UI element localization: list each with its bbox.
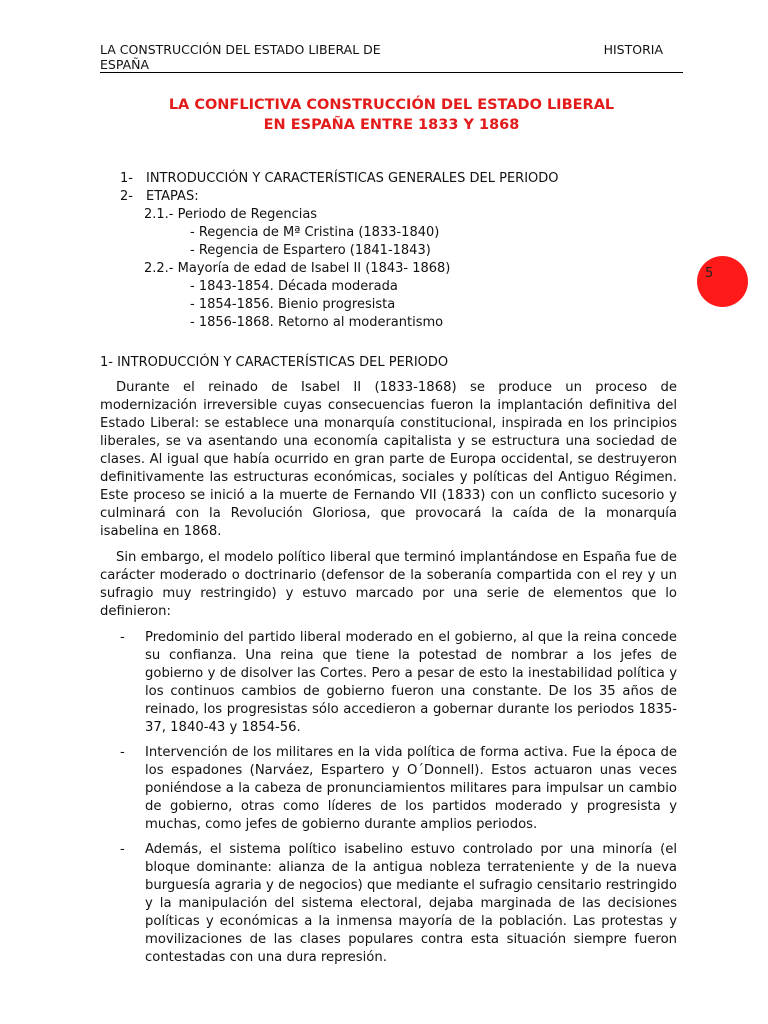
toc-subitem: 2.2.- Mayoría de edad de Isabel II (1843- 1868): [144, 261, 451, 276]
bullet-text: Además, el sistema político isabelino estuvo controlado por una minoría (el bloque dominante: alianza de la antigua nobleza terrateniente y de la nueva burguesía agraria y de negocios) que mediante el sufragio censitario restringido y la manipulación del sistema electoral, dejaba marginada de las decisiones políticas y económicas a la inmensa mayoría de la población. Las protestas y movilizaciones de las clases populares contra esta situación siempre fueron contestadas con una dura represión.: [145, 842, 677, 965]
toc-subsubitem: - 1856-1868. Retorno al moderantismo: [190, 315, 444, 330]
bullet-item: [100, 744, 677, 834]
toc-item-number: 1-: [120, 171, 133, 186]
paragraph: Durante el reinado de Isabel II (1833-1868) se produce un proceso de modernización irreversible cuyas consecuencias fueron la implantación definitiva del Estado Liberal: se establece una monarquía constitucional, inspirada en los principios liberales, se va asentando una economía capitalista y se estructura una sociedad de clases. Al igual que había ocurrido en gran parte de Europa occidental, se destruyeron definitivamente las estructuras económicas, sociales y políticas del Antiguo Régimen. Este proceso se inició a la muerte de Fernando VII (1833) con un conflicto sucesorio y culminará con la Revolución Gloriosa, que provocará la caída de la monarquía isabelina en 1868.: [100, 380, 677, 539]
toc-subitem: 2.1.- Periodo de Regencias: [144, 207, 318, 222]
toc-item-number: 2-: [120, 189, 133, 204]
toc-subsubitem: - 1854-1856. Bienio progresista: [190, 297, 396, 312]
header-subject: HISTORIA: [603, 42, 663, 57]
toc-subsubitem: - Regencia de Mª Cristina (1833-1840): [190, 225, 440, 240]
header-left-title: LA CONSTRUCCIÓN DEL ESTADO LIBERAL DE ESPAÑA: [100, 42, 381, 72]
title-line-2: EN ESPAÑA ENTRE 1833 Y 1868: [263, 117, 520, 133]
toc-item-1: [120, 170, 680, 188]
section-content: [100, 354, 677, 974]
bullet-dash: -: [120, 630, 125, 645]
toc-item-text: INTRODUCCIÓN Y CARACTERÍSTICAS GENERALES DEL PERIODO: [146, 171, 559, 186]
toc-subsubitem: - 1843-1854. Década moderada: [190, 279, 398, 294]
bullet-dash: -: [120, 842, 125, 857]
bullet-dash: -: [120, 745, 125, 760]
page-header: [100, 42, 683, 73]
paragraph: Sin embargo, el modelo político liberal que terminó implantándose en España fue de carácter moderado o doctrinario (defensor de la soberanía compartida con el rey y un sufragio muy restringido) y estuvo marcado por una serie de elementos que lo definieron:: [100, 550, 677, 619]
bullet-item: [100, 841, 677, 967]
document-title: [100, 95, 683, 135]
bullet-text: Intervención de los militares en la vida política de forma activa. Fue la época de los espadones (Narváez, Espartero y O´Donnell). Estos actuaron unas veces poniéndose a la cabeza de pronunciamientos militares para impulsar un cambio de gobierno, otras como líderes de los partidos moderado y progresista y muchas, como jefes de gobierno durante amplios periodos.: [145, 745, 677, 832]
page-number-text: 5: [705, 266, 714, 281]
bullet-text: Predominio del partido liberal moderado en el gobierno, al que la reina concede su confianza. Una reina que tiene la potestad de nombrar a los jefes de gobierno y de disolver las Cortes. Pero a pesar de esto la inestabilidad política y los continuos cambios de gobierno fueron una constante. De los 35 años de reinado, los progresistas sólo accedieron a gobernar durante los periodos 1835-37, 1840-43 y 1854-56.: [145, 630, 677, 735]
title-line-1: LA CONFLICTIVA CONSTRUCCIÓN DEL ESTADO LIBERAL: [168, 97, 615, 113]
table-of-contents: [120, 170, 680, 332]
bullet-item: [100, 629, 677, 737]
toc-item-text: ETAPAS:: [146, 189, 199, 204]
section-heading: 1- INTRODUCCIÓN Y CARACTERÍSTICAS DEL PERIODO: [100, 355, 449, 370]
page-number-badge: [697, 256, 748, 307]
toc-subsubitem: - Regencia de Espartero (1841-1843): [190, 243, 431, 258]
toc-item-2: [120, 188, 680, 206]
